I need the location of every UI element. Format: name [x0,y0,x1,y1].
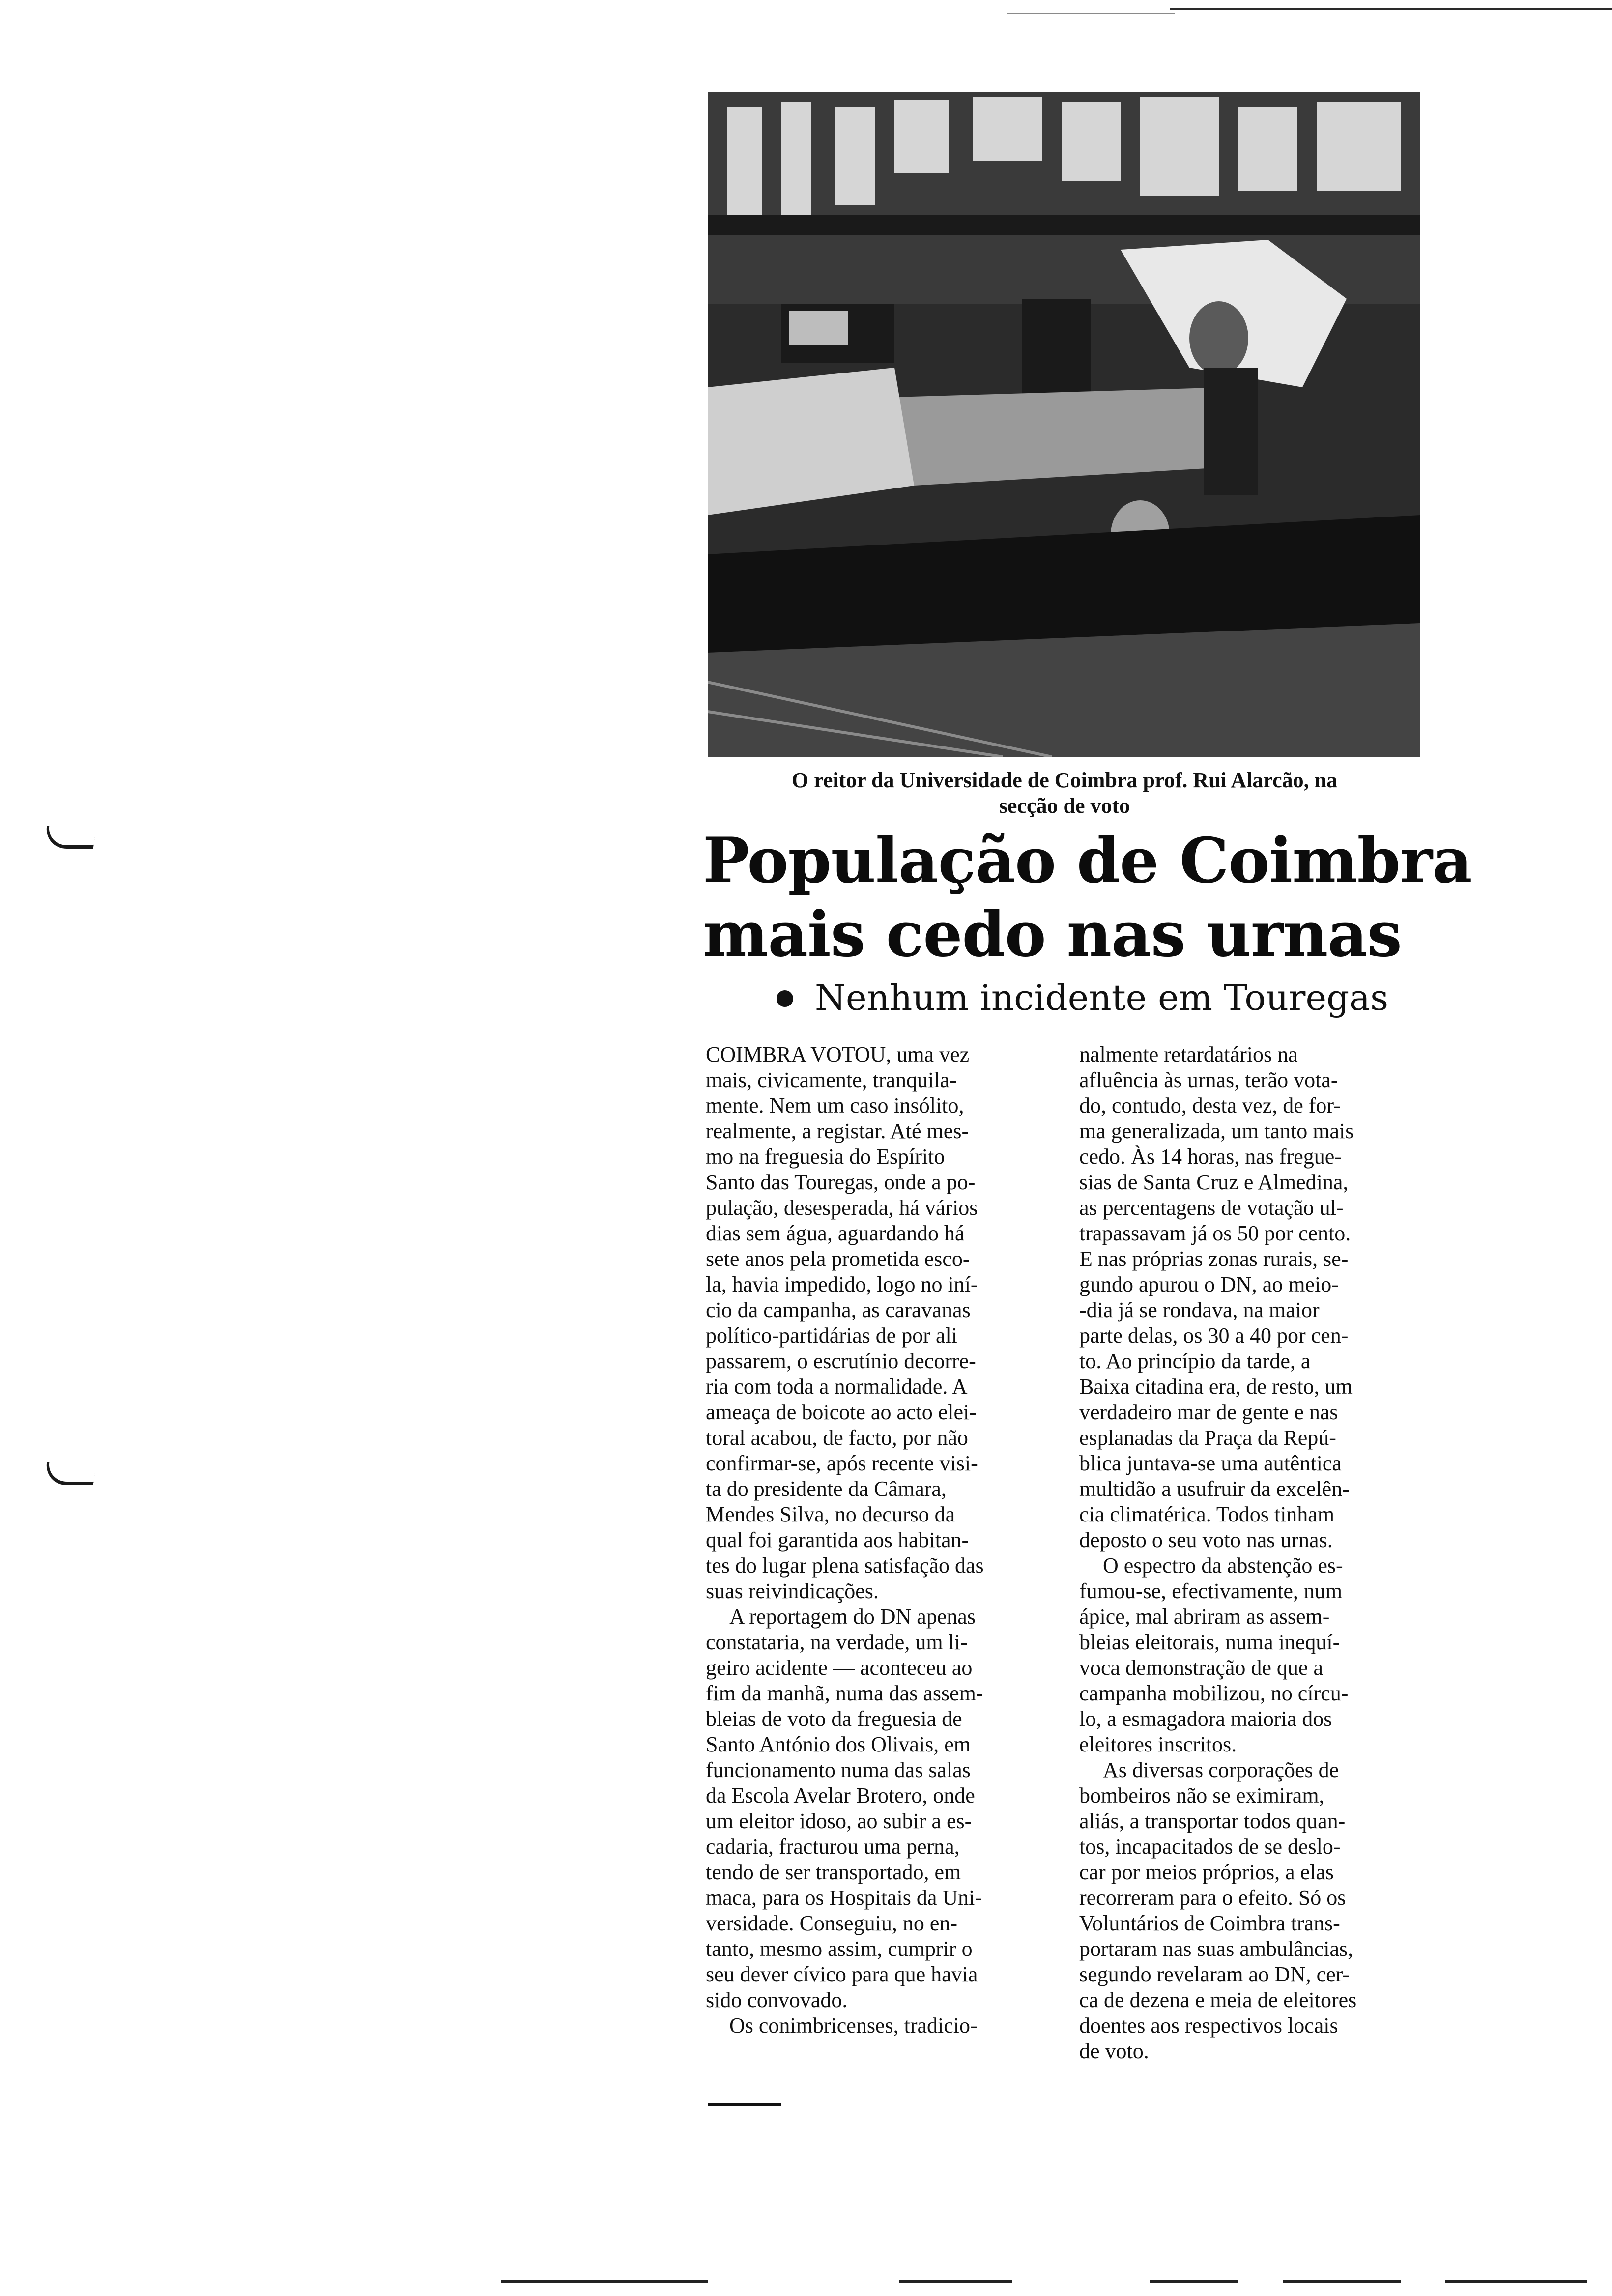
article-text-line: qual foi garantida aos habitan- [706,1528,969,1552]
article-subheadline [777,976,1440,1020]
article-column-left [706,1042,1060,2038]
article-text-line: Voluntários de Coimbra trans- [1079,1911,1340,1935]
article-text-line: ápice, mal abriram as assem- [1079,1605,1330,1629]
article-text-line: portaram nas suas ambulâncias, [1079,1937,1353,1961]
article-text-line: realmente, a registar. Até mes- [706,1119,969,1143]
article-text-line: gundo apurou o DN, ao meio- [1079,1272,1339,1296]
margin-hole-mark [44,826,97,849]
article-text-line: lo, a esmagadora maioria dos [1079,1707,1332,1731]
article-text-line: Baixa citadina era, de resto, um [1079,1375,1353,1399]
article-text-line: la, havia impedido, logo no iní- [706,1272,978,1296]
article-text-line: car por meios próprios, a elas [1079,1860,1334,1884]
article-text-line: tos, incapacitados de se deslo- [1079,1835,1341,1859]
margin-hole-mark [44,1462,97,1485]
article-text-line: cedo. Às 14 horas, nas fregue- [1079,1145,1342,1169]
article-text-line: A reportagem do DN apenas [729,1605,976,1629]
article-text-line: bombeiros não se eximiram, [1079,1783,1324,1808]
article-text-line: tes do lugar plena satisfação das [706,1553,984,1578]
article-text-line: funcionamento numa das salas [706,1758,971,1782]
article-text-line: parte delas, os 30 a 40 por cen- [1079,1323,1349,1348]
article-text-line: bleias de voto da freguesia de [706,1707,962,1731]
article-text-line: maca, para os Hospitais da Uni- [706,1886,982,1910]
article-text-line: ma generalizada, um tanto mais [1079,1119,1354,1143]
article-text-line: campanha mobilizou, no círcu- [1079,1681,1349,1705]
article-text-line: tanto, mesmo assim, cumprir o [706,1937,973,1961]
article-column-right [1079,1042,1433,2064]
top-rule [1170,8,1612,10]
article-text-line: tendo de ser transportado, em [706,1860,961,1884]
article-text-line: Santo das Touregas, onde a po- [706,1170,976,1194]
article-text-line: seu dever cívico para que havia [706,1962,978,1986]
article-text-line: verdadeiro mar de gente e nas [1079,1400,1338,1424]
article-text-line: versidade. Conseguiu, no en- [706,1911,957,1935]
article-text-line: cia climatérica. Todos tinham [1079,1502,1335,1526]
article-text-line: multidão a usufruir da excelên- [1079,1477,1350,1501]
scan-artifact [1150,2280,1238,2283]
article-text-line: deposto o seu voto nas urnas. [1079,1528,1333,1552]
article-text-line: bleias eleitorais, numa inequí- [1079,1630,1340,1654]
article-text-line: dias sem água, aguardando há [706,1221,965,1245]
article-text-line: afluência às urnas, terão vota- [1079,1068,1338,1092]
article-text-line: Mendes Silva, no decurso da [706,1502,955,1526]
article-text-line: suas reivindicações. [706,1579,879,1603]
article-text-line: as percentagens de votação ul- [1079,1196,1344,1220]
article-text-line: COIMBRA VOTOU, uma vez [706,1042,970,1066]
article-text-line: As diversas corporações de [1103,1758,1339,1782]
article-text-line: doentes aos respectivos locais [1079,2013,1338,2038]
article-text-line: nalmente retardatários na [1079,1042,1298,1066]
article-text-line: to. Ao princípio da tarde, a [1079,1349,1311,1373]
article-text-line: um eleitor idoso, ao subir a es- [706,1809,972,1833]
scan-artifact [899,2280,1012,2283]
article-text-line: toral acabou, de facto, por não [706,1426,968,1450]
article-text-line: E nas próprias zonas rurais, se- [1079,1247,1349,1271]
article-headline [703,824,1472,971]
article-text-line: trapassavam já os 50 por cento. [1079,1221,1351,1245]
article-text-line: aliás, a transportar todos quan- [1079,1809,1346,1833]
article-text-line: Os conimbricenses, tradicio- [729,2013,978,2038]
article-text-line: constataria, na verdade, um li- [706,1630,968,1654]
article-text-line: esplanadas da Praça da Repú- [1079,1426,1336,1450]
article-text-line: voca demonstração de que a [1079,1656,1323,1680]
article-text-line: passarem, o escrutínio decorre- [706,1349,976,1373]
article-text-line: ameaça de boicote ao acto elei- [706,1400,977,1424]
article-text-line: segundo revelaram ao DN, cer- [1079,1962,1350,1986]
top-rule-faint [1008,13,1175,14]
article-text-line: de voto. [1079,2039,1149,2063]
news-photo [708,92,1420,757]
scan-artifact [501,2280,708,2283]
article-text-line: ca de dezena e meia de eleitores [1079,1988,1357,2012]
article-text-line: sete anos pela prometida esco- [706,1247,970,1271]
article-text-line: geiro acidente — aconteceu ao [706,1656,973,1680]
article-text-line: pulação, desesperada, há vários [706,1196,978,1220]
article-text-line: sido convovado. [706,1988,848,2012]
photo-caption-line: O reitor da Universidade de Coimbra prof. Rui Alarcão, na [791,768,1338,792]
article-text-line: do, contudo, desta vez, de for- [1079,1093,1341,1118]
headline-line: População de Coimbra [703,824,1472,897]
headline-line: mais cedo nas urnas [703,898,1402,971]
article-text-line: ta do presidente da Câmara, [706,1477,947,1501]
article-text-line: ria com toda a normalidade. A [706,1375,968,1399]
article-text-line: O espectro da abstenção es- [1103,1553,1343,1578]
scan-artifact [1283,2280,1401,2283]
article-text-line: fumou-se, efectivamente, num [1079,1579,1343,1603]
scan-artifact [1445,2280,1587,2283]
article-text-line: mais, civicamente, tranquila- [706,1068,957,1092]
article-text-line: confirmar-se, após recente visi- [706,1451,978,1475]
article-text-line: mente. Nem um caso insólito, [706,1093,964,1118]
article-text-line: Santo António dos Olivais, em [706,1732,971,1756]
article-text-line: cadaria, fracturou uma perna, [706,1835,960,1859]
article-text-line: da Escola Avelar Brotero, onde [706,1783,975,1808]
article-text-line: político-partidárias de por ali [706,1323,957,1348]
article-text-line: cio da campanha, as caravanas [706,1298,971,1322]
article-text-line: mo na freguesia do Espírito [706,1145,945,1169]
photo-caption-line: secção de voto [999,794,1130,818]
bullet-icon [777,990,793,1007]
subheadline-text: Nenhum incidente em Touregas [815,977,1389,1018]
article-end-rule [708,2103,781,2106]
article-text-line: fim da manhã, numa das assem- [706,1681,983,1705]
photo-caption [706,768,1423,819]
article-text-line: recorreram para o efeito. Só os [1079,1886,1346,1910]
article-text-line: eleitores inscritos. [1079,1732,1237,1756]
article-text-line: -dia já se rondava, na maior [1079,1298,1320,1322]
article-text-line: blica juntava-se uma autêntica [1079,1451,1342,1475]
article-text-line: sias de Santa Cruz e Almedina, [1079,1170,1349,1194]
